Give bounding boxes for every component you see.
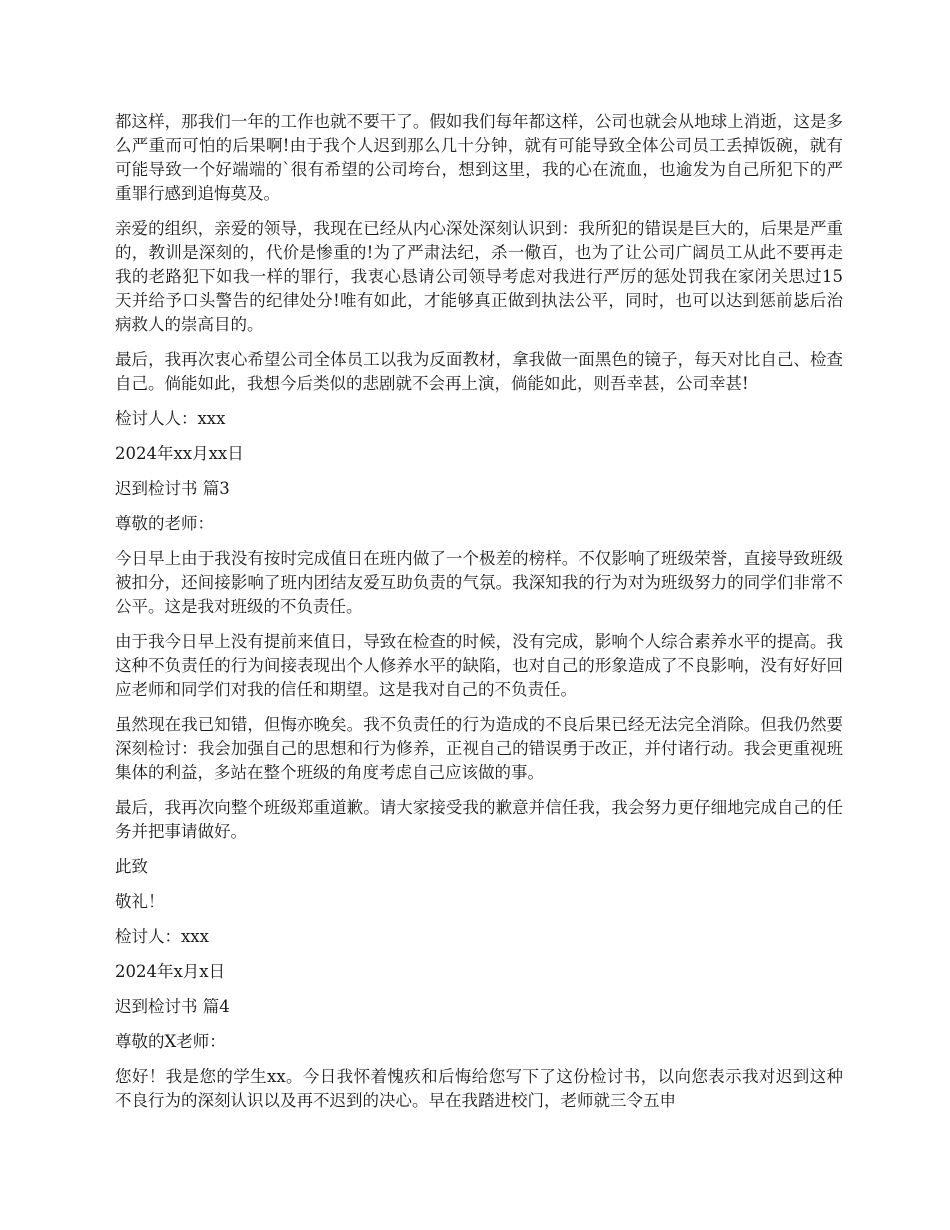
signature-name: 检讨人人：xxx: [115, 409, 226, 428]
closing-salute: 敬礼！: [115, 892, 165, 911]
signature-date: 2024年xx月xx日: [115, 444, 244, 463]
section-heading-4: 迟到检讨书 篇4: [115, 997, 230, 1016]
paragraph-intro: 您好！我是您的学生xx。今日我怀着愧疚和后悔给您写下了这份检讨书，以向您表示我对迟到这种不良行为的深刻认识以及再不迟到的决心。早在我踏进校门，老师就三令五申: [115, 1067, 843, 1110]
signature-date: 2024年x月x日: [115, 962, 226, 981]
closing-phrase: 此致: [115, 857, 148, 876]
paragraph-request-punishment: 亲爱的组织，亲爱的领导，我现在已经从内心深处深刻认识到：我所犯的错误是巨大的，后果是严重的，教训是深刻的，代价是惨重的!为了严肃法纪，杀一儆百，也为了让公司广阔员工从此不要再走我的老路犯下如我一样的罪行，我衷心恳请公司领导考虑对我进行严厉的惩处罚我在家闭关思过15天并给予口头警告的纪律处分!唯有如此，才能够真正做到执法公平，同时，也可以达到惩前毖后治病救人的崇高目的。: [115, 219, 843, 334]
paragraph-apology: 最后，我再次向整个班级郑重道歉。请大家接受我的歉意并信任我，我会努力更仔细地完成自己的任务并把事请做好。: [115, 798, 843, 841]
document-page: [115, 110, 843, 1124]
paragraph-self-reflection: 虽然现在我已知错，但悔亦晚矣。我不负责任的行为造成的不良后果已经无法完全消除。但我仍然要深刻检讨：我会加强自己的思想和行为修养，正视自己的错误勇于改正，并付诸行动。我会更重视班集体的利益，多站在整个班级的角度考虑自己应该做的事。: [115, 715, 843, 782]
section-heading-3: 迟到检讨书 篇3: [115, 479, 230, 498]
paragraph-self-responsibility: 由于我今日早上没有提前来值日，导致在检查的时候，没有完成，影响个人综合素养水平的提高。我这种不负责任的行为间接表现出个人修养水平的缺陷，也对自己的形象造成了不良影响，没有好好回应老师和同学们对我的信任和期望。这是我对自己的不负责任。: [115, 632, 843, 699]
paragraph-company-consequences: 都这样，那我们一年的工作也就不要干了。假如我们每年都这样，公司也就会从地球上消逝，这是多么严重而可怕的后果啊!由于我个人迟到那么几十分钟，就有可能导致全体公司员工丢掉饭碗，就有可能导致一个好端端的`很有希望的公司垮台，想到这里，我的心在流血，也逾发为自己所犯下的严重罪行感到追悔莫及。: [115, 112, 843, 203]
signature-name: 检讨人：xxx: [115, 927, 209, 946]
salutation: 尊敬的老师：: [115, 514, 214, 533]
salutation: 尊敬的X老师：: [115, 1032, 226, 1051]
paragraph-closing-hope: 最后，我再次衷心希望公司全体员工以我为反面教材，拿我做一面黑色的镜子，每天对比自己、检查自己。倘能如此，我想今后类似的悲剧就不会再上演，倘能如此，则吾幸甚，公司幸甚!: [115, 350, 843, 393]
paragraph-duty-failure: 今日早上由于我没有按时完成值日在班内做了一个极差的榜样。不仅影响了班级荣誉，直接导致班级被扣分，还间接影响了班内团结友爱互助负责的气氛。我深知我的行为对为班级努力的同学们非常不公平。这是我对班级的不负责任。: [115, 549, 843, 616]
